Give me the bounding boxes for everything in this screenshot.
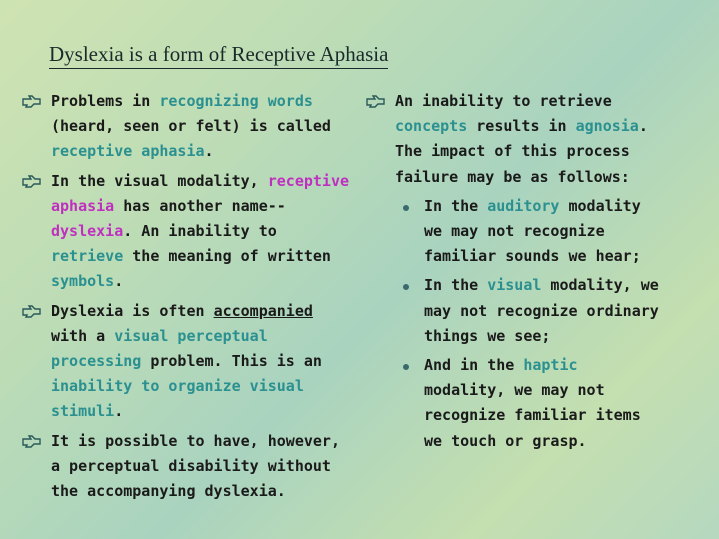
text-run: modality, we may not recognize ordinary things we see; (424, 276, 659, 345)
text-run: And in the (424, 356, 524, 375)
text-run: receptive aphasia (51, 171, 350, 215)
text-run: visual (487, 276, 542, 295)
text-run: haptic (523, 356, 578, 375)
text-run: modality, we may not recognize familiar items we touch or grasp. (424, 381, 641, 450)
text-run: the meaning of written (123, 247, 331, 266)
bullet-item (22, 429, 352, 505)
bullet-text (51, 92, 331, 160)
pointing-hand-icon (22, 94, 42, 108)
right-column (366, 89, 666, 458)
text-run: symbols (51, 272, 115, 291)
bullet-item (366, 89, 666, 190)
text-run: Dyslexia is often (51, 301, 214, 320)
text-run: . (114, 402, 124, 421)
text-run: In the (424, 276, 488, 295)
sub-bullet-text (424, 276, 659, 344)
text-run: concepts (395, 117, 468, 136)
bullet-text (51, 172, 349, 291)
dot-icon (403, 284, 409, 290)
sub-bullet-text (424, 197, 641, 265)
text-run: Problems in (51, 92, 160, 110)
text-run: recognizing words (159, 92, 313, 110)
text-run: . (114, 272, 124, 291)
left-column (22, 89, 352, 508)
bullet-item (22, 299, 352, 425)
slide-title: Dyslexia is a form of Receptive Aphasia (49, 42, 388, 69)
bullet-text (395, 92, 648, 186)
text-run: results in (467, 117, 576, 136)
pointing-hand-icon (366, 94, 386, 108)
sub-bullet-item (366, 273, 666, 349)
text-run: retrieve (51, 247, 124, 266)
dot-icon (403, 205, 409, 211)
pointing-hand-icon (22, 174, 42, 188)
bullet-item (22, 169, 352, 295)
text-run: modality we may not recognize familiar sounds we hear; (424, 196, 641, 266)
text-run: (heard, seen or felt) is called (51, 117, 331, 136)
text-run: accompanied (213, 301, 313, 320)
text-run: with a (51, 326, 115, 345)
text-run: agnosia (575, 117, 639, 136)
text-run: dyslexia (51, 222, 124, 241)
text-run: receptive aphasia (51, 142, 205, 161)
text-run: . An inability to (123, 222, 277, 241)
sub-bullet-item (366, 194, 666, 270)
text-run: inability to organize visual stimuli (51, 377, 304, 421)
sub-bullet-item (366, 353, 666, 454)
bullet-item (22, 89, 352, 165)
sub-bullet-text (424, 356, 641, 450)
text-run: An inability to retrieve (395, 92, 612, 110)
text-run: It is possible to have, however, a perceptual disability without the accompanying dyslexia. (51, 431, 340, 501)
text-run: In the (424, 196, 488, 215)
bullet-text (51, 432, 340, 500)
text-run: visual perceptual processing (51, 326, 268, 371)
text-run: . (204, 142, 214, 161)
pointing-hand-icon (22, 434, 42, 448)
dot-icon (403, 364, 409, 370)
text-run: auditory (487, 196, 560, 215)
pointing-hand-icon (22, 304, 42, 318)
bullet-text (51, 302, 322, 421)
text-run: has another name-- (114, 196, 286, 215)
text-run: . The impact of this process failure may be as follows: (395, 117, 648, 186)
text-run: In the visual modality, (51, 171, 268, 190)
text-run: problem. This is an (141, 352, 322, 371)
